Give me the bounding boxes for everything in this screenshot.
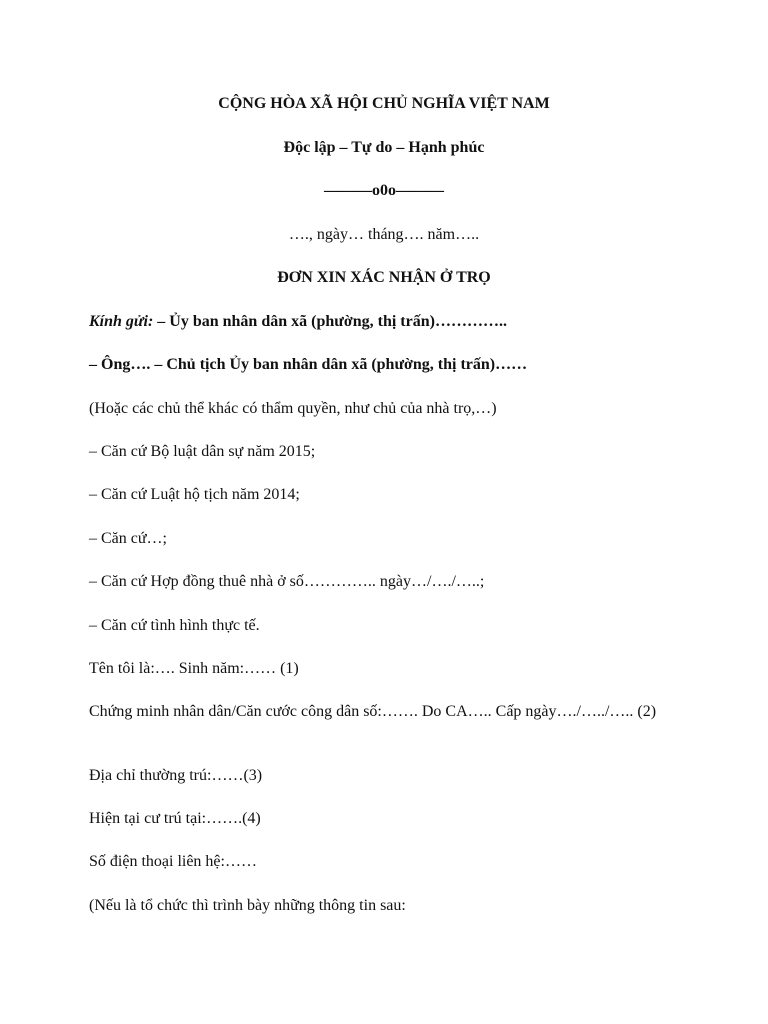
heading-separator: ———o0o———	[324, 182, 444, 199]
organization-note: (Nếu là tổ chức thì trình bày những thông tin sau:	[89, 897, 406, 914]
date-line: …., ngày… tháng…. năm…..	[288, 226, 480, 243]
national-heading: CỘNG HÒA XÃ HỘI CHỦ NGHĨA VIỆT NAM	[218, 95, 550, 112]
phone-line: Số điện thoại liên hệ:……	[89, 853, 257, 870]
permanent-address-line: Địa chỉ thường trú:……(3)	[89, 767, 263, 784]
legal-basis-4: – Căn cứ Hợp đồng thuê nhà ở số………….. ngày…/…./…..;	[89, 573, 485, 590]
recipient-line-1-text: – Ủy ban nhân dân xã (phường, thị trấn)…………..	[153, 313, 507, 330]
authority-note: (Hoặc các chủ thể khác có thẩm quyền, như chủ của nhà trọ,…)	[89, 400, 497, 417]
document-title: ĐƠN XIN XÁC NHẬN Ở TRỌ	[277, 269, 491, 286]
legal-basis-1: – Căn cứ Bộ luật dân sự năm 2015;	[89, 443, 316, 460]
national-motto: Độc lập – Tự do – Hạnh phúc	[283, 139, 485, 156]
legal-basis-2: – Căn cứ Luật hộ tịch năm 2014;	[89, 486, 300, 503]
recipient-line-1	[89, 312, 689, 332]
legal-basis-3: – Căn cứ…;	[89, 530, 167, 547]
applicant-id-line: Chứng minh nhân dân/Căn cước công dân số:……. Do CA….. Cấp ngày…./…../….. (2)	[89, 703, 657, 720]
legal-basis-5: – Căn cứ tình hình thực tế.	[89, 617, 260, 634]
recipient-label: Kính gửi:	[89, 313, 154, 330]
applicant-name-line: Tên tôi là:…. Sinh năm:…… (1)	[89, 660, 299, 677]
current-residence-line: Hiện tại cư trú tại:…….(4)	[89, 810, 261, 827]
recipient-line-2: – Ông…. – Chủ tịch Ủy ban nhân dân xã (phường, thị trấn)……	[89, 356, 528, 373]
